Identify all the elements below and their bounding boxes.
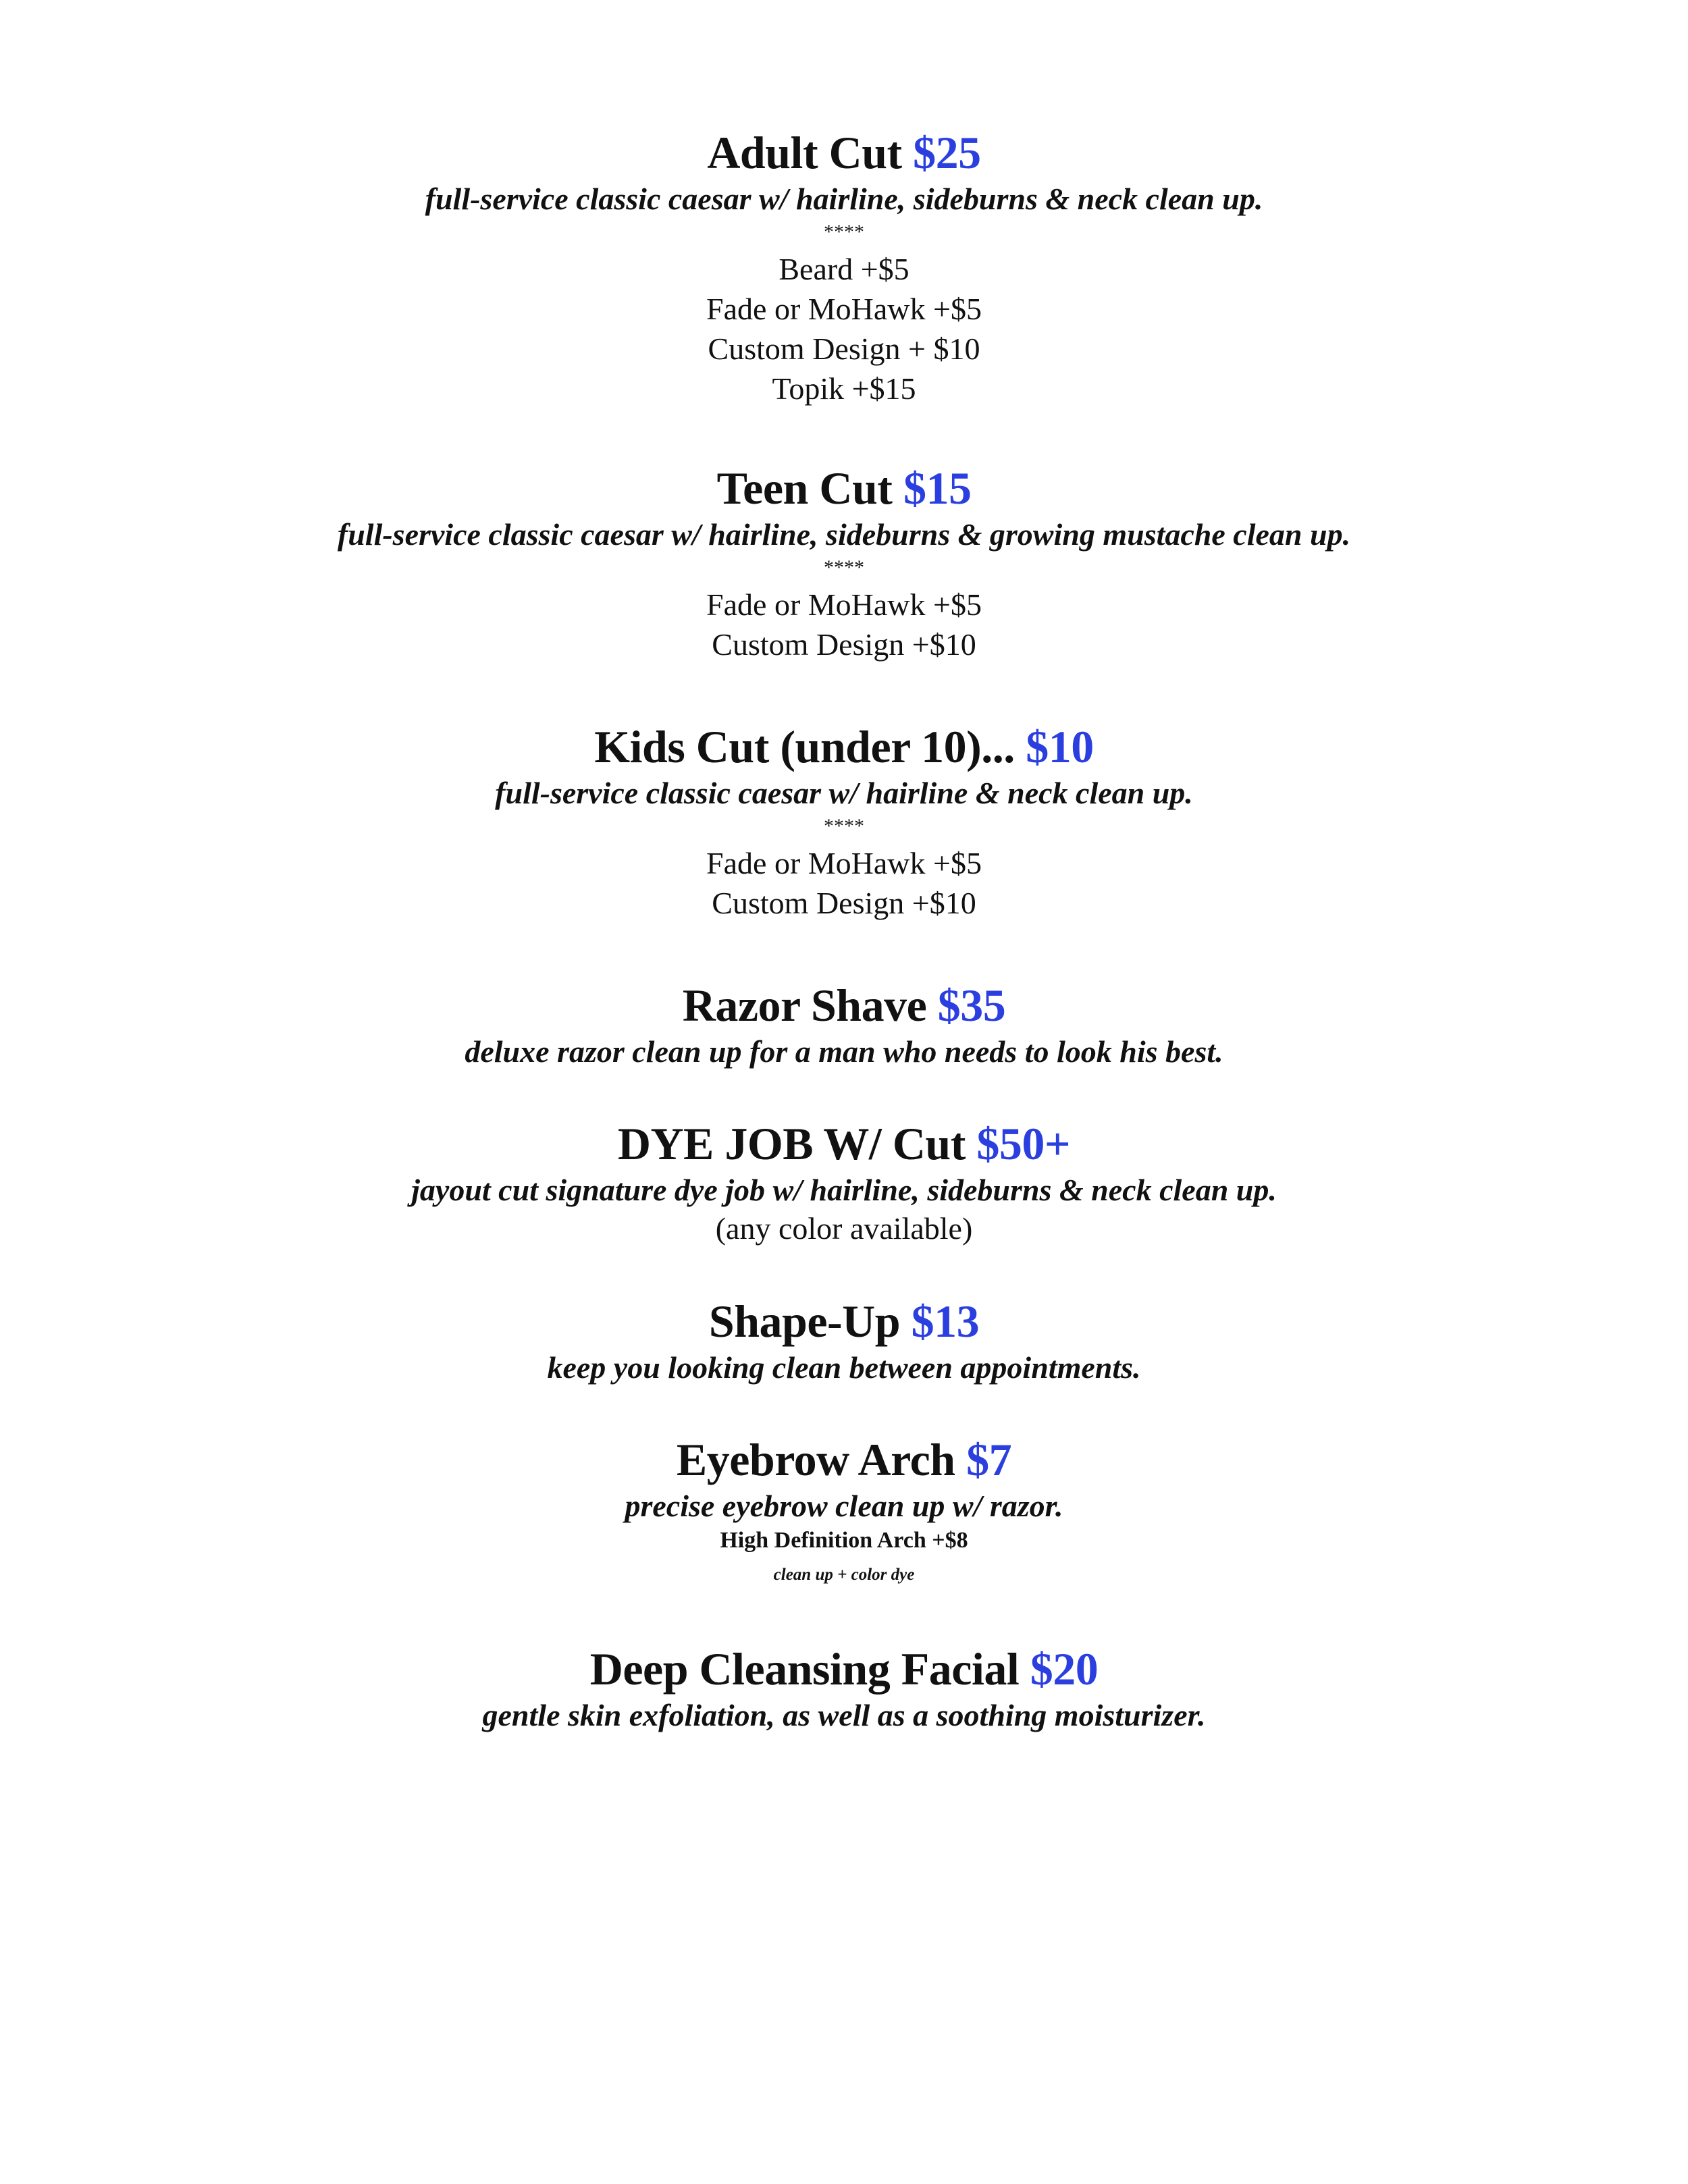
separator: **** [824,221,864,243]
addon-item: Fade or MoHawk +$5 [706,846,982,880]
service-adult-cut [0,125,1688,460]
service-price: $35 [937,980,1006,1031]
addon-note: clean up + color dye [773,1566,915,1584]
service-description: full-service classic caesar w/ hairline, sideburns & neck clean up. [425,182,1263,216]
service-price: $20 [1030,1643,1099,1695]
service-name: Adult Cut [707,127,902,178]
service-name: DYE JOB W/ Cut [617,1118,966,1169]
addon-item: Topik +$15 [772,371,916,406]
service-price: $13 [911,1296,980,1347]
service-description: full-service classic caesar w/ hairline, sideburns & growing mustache clean up. [337,517,1351,552]
addon-item: Fade or MoHawk +$5 [706,292,982,326]
service-razor-shave [0,978,1688,1116]
addon-item: Custom Design +$10 [712,886,976,920]
service-kids-cut [0,719,1688,978]
addon-item: Custom Design +$10 [712,627,976,662]
separator: **** [824,556,864,579]
addon-item: Custom Design + $10 [708,331,980,366]
service-header [0,1432,1688,1487]
service-description: full-service classic caesar w/ hairline & neck clean up. [495,776,1193,810]
separator: **** [824,815,864,837]
service-price: $10 [1026,721,1094,772]
service-name: Teen Cut [716,462,893,514]
service-name: Deep Cleansing Facial [589,1643,1020,1695]
service-header [0,125,1688,180]
service-description: gentle skin exfoliation, as well as a soothing moisturizer. [482,1698,1206,1732]
service-name: Eyebrow Arch [676,1434,955,1485]
service-header [0,1116,1688,1171]
service-description: jayout cut signature dye job w/ hairline, sideburns & neck clean up. [411,1173,1277,1207]
service-eyebrow-arch [0,1432,1688,1641]
service-header [0,460,1688,516]
service-header [0,1641,1688,1697]
addon-item: High Definition Arch +$8 [720,1528,968,1553]
service-header [0,719,1688,774]
service-name: Razor Shave [682,980,927,1031]
service-price: $25 [913,127,981,178]
service-name: Shape-Up [708,1296,901,1347]
service-description: precise eyebrow clean up w/ razor. [625,1489,1063,1523]
service-dye-job [0,1116,1688,1294]
service-note: (any color available) [715,1211,973,1246]
service-header [0,1294,1688,1349]
service-deep-cleansing-facial [0,1641,1688,1742]
service-shape-up [0,1294,1688,1432]
service-name: Kids Cut (under 10)... [594,721,1015,772]
addon-item: Beard +$5 [779,252,909,286]
service-description: deluxe razor clean up for a man who needs to look his best. [465,1034,1223,1069]
service-teen-cut [0,460,1688,719]
service-price: $15 [903,462,972,514]
addon-item: Fade or MoHawk +$5 [706,587,982,622]
service-header [0,978,1688,1033]
service-description: keep you looking clean between appointments. [547,1350,1141,1385]
service-price: $50+ [976,1118,1071,1169]
service-price: $7 [966,1434,1012,1485]
